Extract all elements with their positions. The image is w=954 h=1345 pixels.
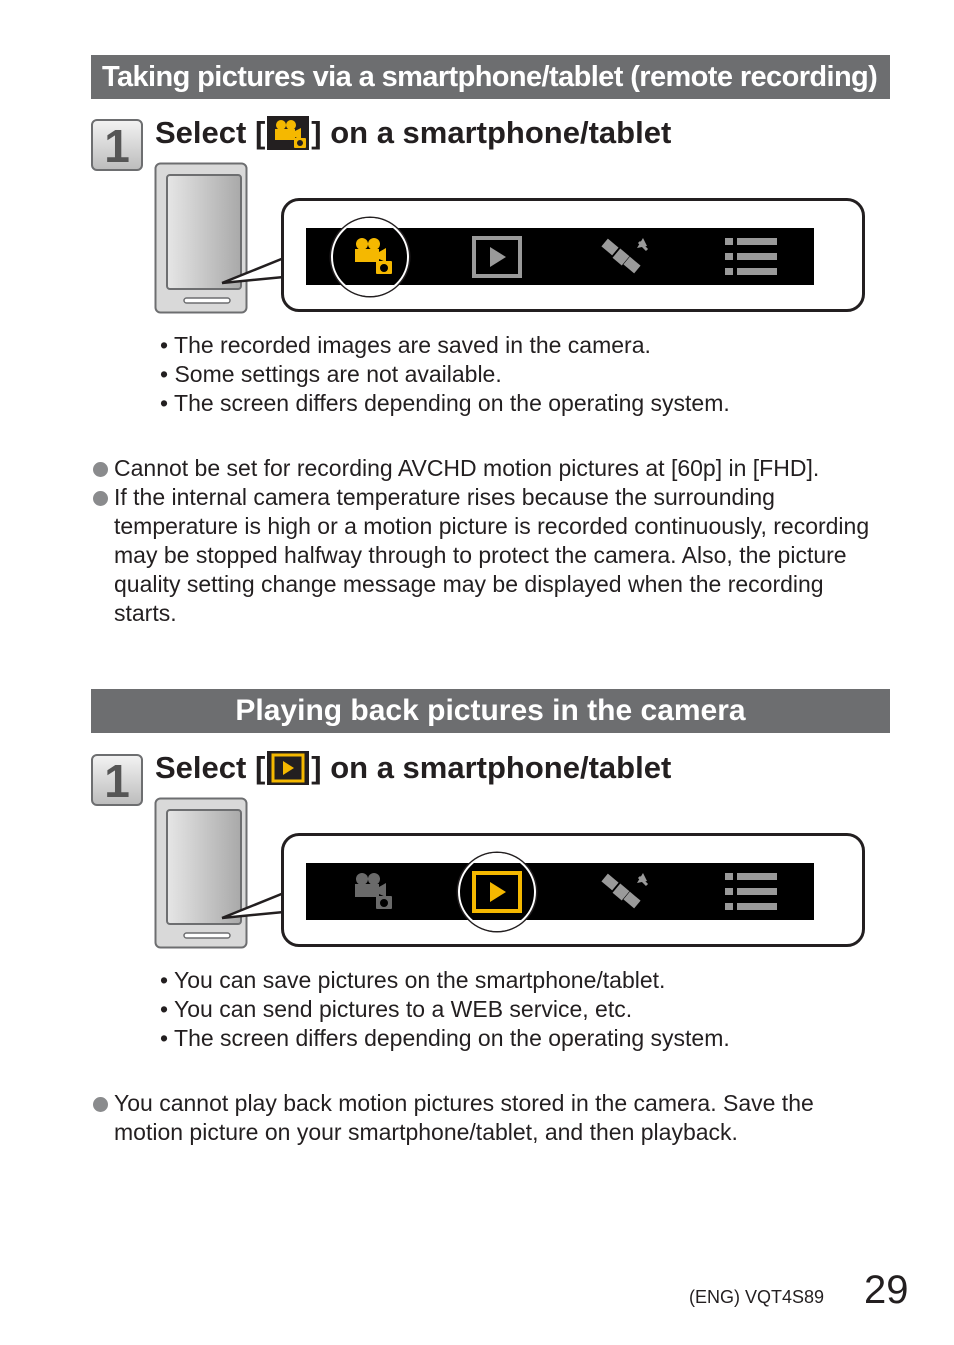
app-screen-callout-playback: [281, 833, 865, 947]
tab-satellite[interactable]: [560, 863, 687, 920]
bullet-item: • The recorded images are saved in the camera.: [160, 332, 651, 358]
menu-list-icon: [725, 236, 777, 278]
playback-icon: [472, 236, 522, 278]
menu-list-icon: [725, 871, 777, 913]
bullet-item: • The screen differs depending on the operating system.: [160, 1025, 730, 1051]
remote-recording-icon: [342, 869, 398, 915]
section-heading-remote-recording: Taking pictures via a smartphone/tablet (remote recording): [91, 55, 890, 99]
step-title-suffix: ] on a smartphone/tablet: [311, 750, 672, 785]
bullet-list-playback: [160, 966, 730, 1053]
step-title-remote: [155, 113, 671, 153]
tab-playback[interactable]: [433, 228, 560, 285]
step-title-playback: [155, 748, 671, 788]
bullet-item: • You can send pictures to a WEB service, etc.: [160, 996, 633, 1022]
tab-menu[interactable]: [687, 228, 814, 285]
smartphone-illustration: [154, 797, 248, 949]
selection-highlight-ring: [331, 218, 409, 296]
tab-remote-recording[interactable]: [306, 228, 433, 285]
notes-list-remote: [91, 454, 881, 628]
bullet-item: • You can save pictures on the smartphone/tablet.: [160, 967, 666, 993]
app-tab-bar: [306, 863, 814, 920]
step-title-suffix: ] on a smartphone/tablet: [311, 115, 672, 150]
page-number: 29: [864, 1268, 909, 1312]
tab-playback[interactable]: [433, 863, 560, 920]
smartphone-illustration: [154, 162, 248, 314]
app-screen-callout-remote: [281, 198, 865, 312]
satellite-icon: [595, 869, 653, 915]
satellite-icon: [595, 234, 653, 280]
callout-pointer: [220, 890, 290, 920]
notes-list-playback: [91, 1089, 881, 1147]
app-tab-bar: [306, 228, 814, 285]
step-number-badge: 1: [91, 754, 143, 806]
step-title-prefix: Select [: [155, 115, 266, 150]
step-number-badge: 1: [91, 119, 143, 171]
bullet-list-remote: [160, 331, 730, 418]
tab-remote-recording[interactable]: [306, 863, 433, 920]
callout-pointer: [220, 255, 290, 285]
note-item: You cannot play back motion pictures stored in the camera. Save the motion picture on your smartphone/tablet, and then playback.: [91, 1089, 881, 1147]
bullet-item: • Some settings are not available.: [160, 361, 502, 387]
note-item: If the internal camera temperature rises because the surrounding temperature is high or a motion picture is recorded continuously, recording may be stopped halfway through to protect the camera. Also, the picture quality setting change message may be displayed when the recording starts.: [91, 483, 881, 628]
tab-satellite[interactable]: [560, 228, 687, 285]
step-title-prefix: Select [: [155, 750, 266, 785]
remote-recording-icon: [267, 116, 309, 150]
tab-menu[interactable]: [687, 863, 814, 920]
section-heading-playback: Playing back pictures in the camera: [91, 689, 890, 733]
model-code: (ENG) VQT4S89: [689, 1287, 825, 1307]
note-item: Cannot be set for recording AVCHD motion pictures at [60p] in [FHD].: [91, 454, 881, 483]
playback-icon: [267, 751, 309, 785]
bullet-item: • The screen differs depending on the operating system.: [160, 390, 730, 416]
selection-highlight-ring: [458, 853, 536, 931]
